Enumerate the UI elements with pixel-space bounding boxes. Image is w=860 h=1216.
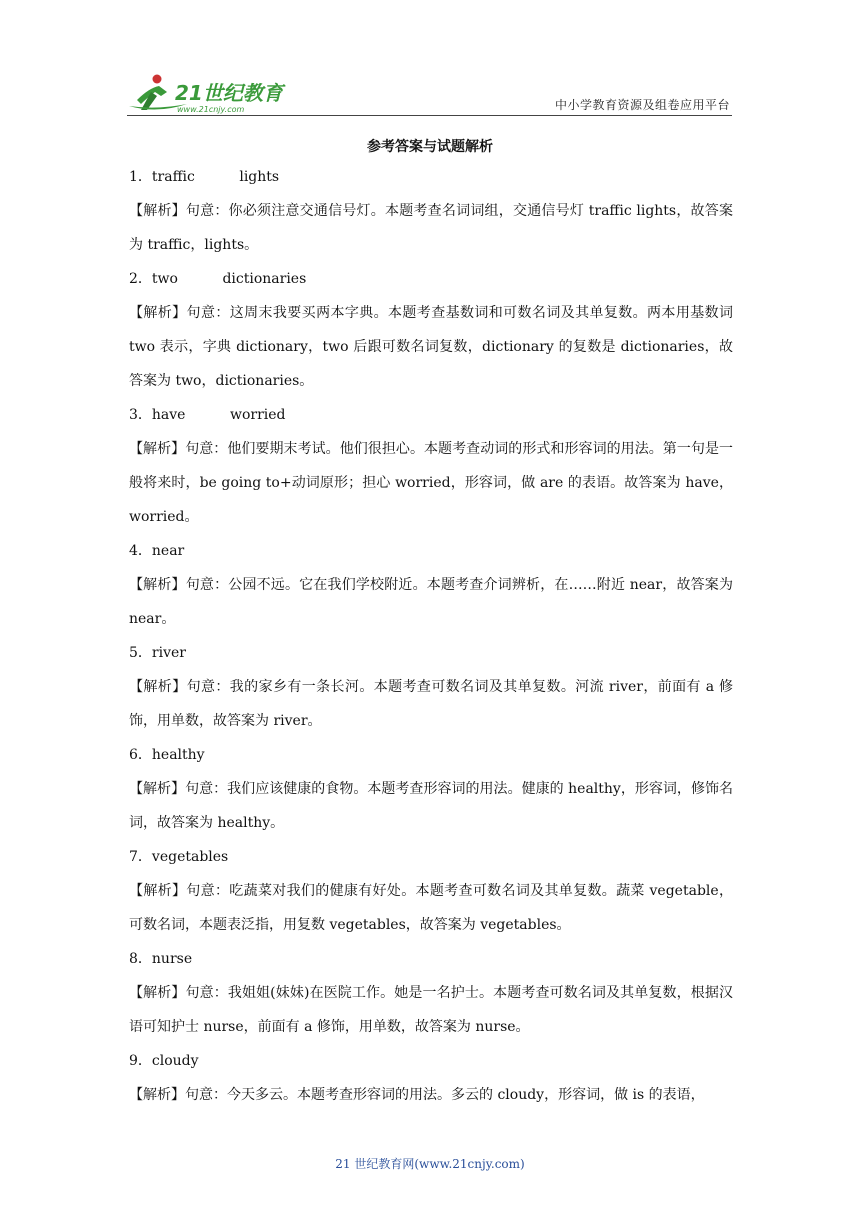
answer-4: 4．near: [129, 543, 185, 559]
logo-url: www.21cnjy.com: [177, 105, 245, 114]
platform-name: 中小学教育资源及组卷应用平台: [554, 98, 730, 112]
analysis-2: 【解析】句意：这周末我要买两本字典。本题考查基数词和可数名词及其单复数。两本用基数词 two 表示，字典 dictionary，two 后跟可数名词复数，dictionary 的复数是 dictionaries，故答案为 two，dictionaries。: [129, 305, 733, 389]
logo-text: 21世纪教育: [175, 81, 283, 105]
analysis-3: 【解析】句意：他们要期末考试。他们很担心。本题考查动词的形式和形容词的用法。第一句是一般将来时，be going to+动词原形；担心 worried，形容词，做 are 的表语。故答案为 have，worried。: [129, 441, 733, 525]
analysis-9: 【解析】句意：今天多云。本题考查形容词的用法。多云的 cloudy，形容词，做 is 的表语，: [129, 1087, 705, 1103]
analysis-1: 【解析】句意：你必须注意交通信号灯。本题考查名词词组，交通信号灯 traffic lights，故答案为 traffic，lights。: [129, 203, 733, 253]
answer-9: 9．cloudy: [129, 1053, 199, 1069]
answer-list: [129, 160, 733, 1112]
logo-21cnjy: [127, 70, 297, 114]
analysis-6: 【解析】句意：我们应该健康的食物。本题考查形容词的用法。健康的 healthy，形容词，修饰名词，故答案为 healthy。: [129, 781, 733, 831]
answer-8: 8．nurse: [129, 951, 193, 967]
page-header: [127, 66, 732, 116]
answer-3: 3．have worried: [129, 407, 286, 423]
analysis-5: 【解析】句意：我的家乡有一条长河。本题考查可数名词及其单复数。河流 river，前面有 a 修饰，用单数，故答案为 river。: [129, 679, 733, 729]
answer-6: 6．healthy: [129, 747, 205, 763]
analysis-7: 【解析】句意：吃蔬菜对我们的健康有好处。本题考查可数名词及其单复数。蔬菜 vegetable，可数名词，本题表泛指，用复数 vegetables，故答案为 vegetables。: [129, 883, 733, 933]
answer-1: 1．traffic lights: [129, 169, 280, 185]
analysis-4: 【解析】句意：公园不远。它在我们学校附近。本题考查介词辨析，在……附近 near，故答案为 near。: [129, 577, 733, 627]
answer-7: 7．vegetables: [129, 849, 229, 865]
answer-5: 5．river: [129, 645, 186, 661]
page-title: 参考答案与试题解析: [367, 139, 493, 155]
header-divider: [127, 115, 732, 116]
answer-2: 2．two dictionaries: [129, 271, 307, 287]
page-footer: 21 世纪教育网(www.21cnjy.com): [335, 1157, 525, 1171]
analysis-8: 【解析】句意：我姐姐(妹妹)在医院工作。她是一名护士。本题考查可数名词及其单复数，根据汉语可知护士 nurse，前面有 a 修饰，用单数，故答案为 nurse。: [129, 985, 733, 1035]
